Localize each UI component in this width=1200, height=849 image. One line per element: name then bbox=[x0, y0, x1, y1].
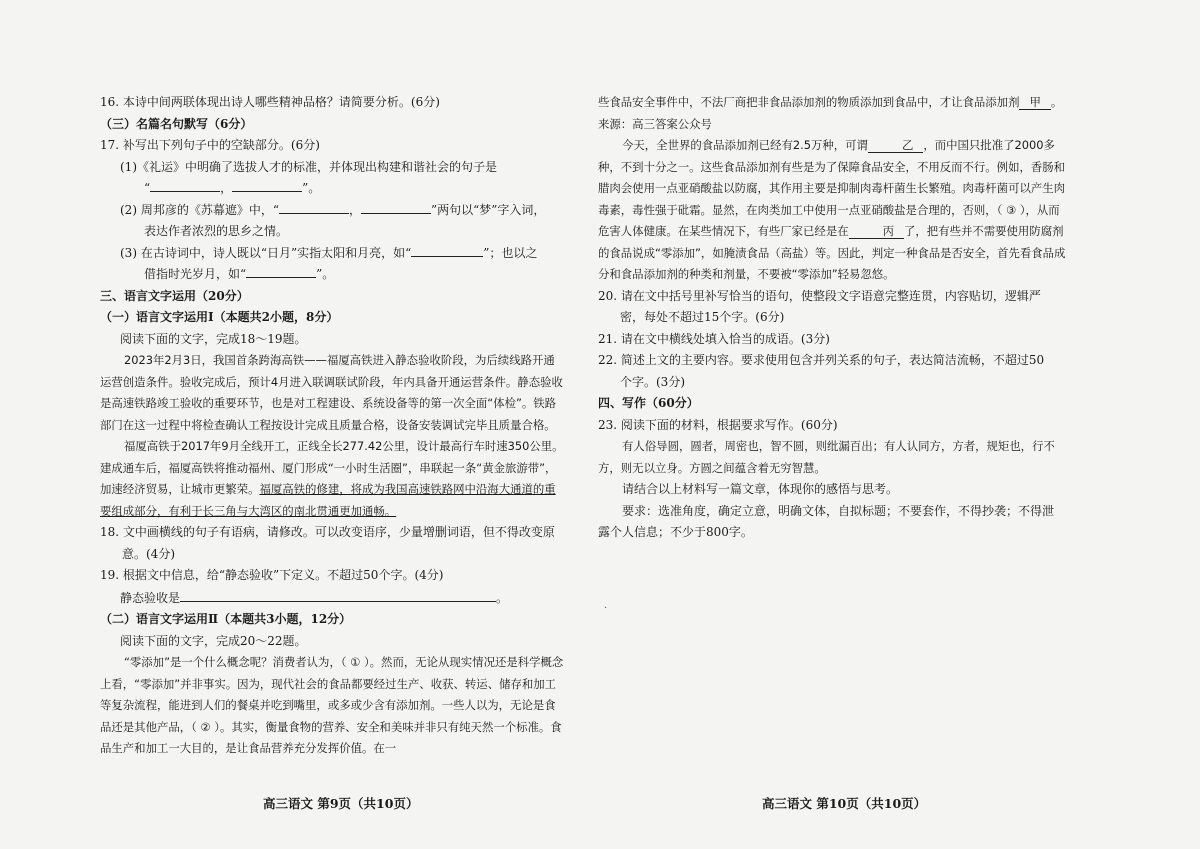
blank-bing: 丙 bbox=[849, 224, 904, 239]
question-18-line1: 18. 文中画横线的句子有语病，请修改。可以改变语序，少量增删词语，但不得改变原 bbox=[100, 525, 555, 539]
writing-material: 有人俗导圆，圆者，周密也，智不圆，则纰漏百出；有人认同方，方者，规矩也，行不方，则无以立身。方圆之间蕴含着无穷智慧。 bbox=[598, 439, 1055, 475]
question-23: 23. 阅读下面的材料，根据要求写作。(60分) bbox=[598, 417, 838, 432]
q17-item2-line2: 表达作者浓烈的思乡之情。 bbox=[144, 224, 289, 238]
passage-paragraph-3: “零添加”是一个什么概念呢？消费者认为，（ ① ）。然而，无论从现实情况还是科学概念上看，“零添加”并非事实。因为，现代社会的食品都要经过生产、收获、转运、储存和加工等复杂流程，能进到人们的餐桌并吃到嘴里，或多或少含有添加剂。一些人以为，无论是食品还是其他产品，（ ② ）。其实，衡量食物的营养、安全和美味并非只有纯天然一个标准。食品生产和加工一大目的，是让食品营养充分发挥价值。在一 bbox=[100, 655, 564, 755]
page-footer-left: 高三语文 第9页（共10页） bbox=[263, 796, 419, 811]
blank-jia: 甲 bbox=[1019, 95, 1050, 110]
writing-requirement-2: 要求：选准角度，确定立意，明确文体，自拟标题；不要套作，不得抄袭；不得泄 bbox=[622, 503, 1055, 518]
section-language-use-2: （二）语言文字运用Ⅱ（本题共3小题，12分） bbox=[100, 612, 352, 626]
passage-paragraph-4: 今天，全世界的食品添加剂已经有2.5万种，可谓 乙 ，而中国只批准了2000多种，不到十分之一。这些食品添加剂有些是为了保障食品安全，不用反而不行。例如，香肠和腊肉会使用一点亚硝酸盐以防腐，其作用主要是抑制肉毒杆菌生长繁殖。肉毒杆菌可以产生肉毒素，毒性强于砒霜。显然，在肉类加工中使用一点亚硝酸盐是合理的，否则，（ ③ ），从而危害人体健康。在某些情况下，有些厂家已经是在 丙 了，把有些并不需要使用防腐剂的食品说成“零添加”，如腌渍食品（高盐）等。因此，判定一种食品是否安全，首先看食品成分和食品添加剂的种类和剂量，不要被“零添加”轻易忽悠。 bbox=[598, 138, 1066, 281]
stray-mark: · bbox=[604, 603, 608, 614]
answer-blank[interactable] bbox=[150, 178, 220, 192]
question-19-answer-line: 静态验收是 。 bbox=[100, 587, 566, 610]
passage-continued: 些食品安全事件中，不法厂商把非食品添加剂的物质添加到食品中，才让食品添加剂 甲 。来源：高三答案公众号 bbox=[598, 95, 1063, 131]
question-21: 21. 请在文中横线处填入恰当的成语。(3分) bbox=[598, 331, 830, 346]
q17-item3-line1: (3) 在古诗词中，诗人既以“日月”实指太阳和月亮，如“ ”；也以之 bbox=[100, 243, 566, 265]
page-footer-right: 高三语文 第10页（共10页） bbox=[762, 796, 927, 811]
q17-item3-line2: 借指时光岁月，如“ ”。 bbox=[100, 264, 566, 286]
question-18-line2: 意。(4分) bbox=[122, 546, 175, 561]
section-language-use: 三、语言文字运用（20分） bbox=[100, 288, 249, 303]
question-16: 16. 本诗中间两联体现出诗人哪些精神品格？请简要分析。(6分) bbox=[100, 95, 440, 109]
q17-item1-line1: (1)《礼运》中明确了选拔人才的标准，并体现出构建和谐社会的句子是 bbox=[120, 159, 498, 174]
q17-item1-line2: “ ， ”。 bbox=[100, 178, 566, 200]
question-19: 19. 根据文中信息，给“静态验收”下定义。不超过50个字。(4分) bbox=[100, 568, 444, 582]
reading-instruction-2: 阅读下面的文字，完成20～22题。 bbox=[120, 633, 307, 648]
question-17: 17. 补写出下列句子中的空缺部分。(6分) bbox=[100, 138, 320, 152]
right-page bbox=[598, 92, 1066, 544]
answer-blank[interactable] bbox=[246, 264, 316, 278]
reading-instruction-1: 阅读下面的文字，完成18～19题。 bbox=[120, 331, 307, 346]
section-famous-quotes: （三）名篇名句默写（6分） bbox=[100, 116, 253, 131]
writing-requirement-3: 露个人信息；不少于800字。 bbox=[598, 525, 753, 539]
answer-blank[interactable] bbox=[232, 178, 302, 192]
left-page bbox=[100, 92, 566, 760]
underlined-sentence: 福厦高铁的修建，将成为我国高速铁路网中沿海大通道的重要组成部分，有利于长三角与大湾区的南北贯通更加通畅。 bbox=[100, 482, 556, 518]
passage-paragraph-2: 福厦高铁于2017年9月全线开工，正线全长277.42公里，设计最高行车时速350公里。建成通车后，福厦高铁将推动福州、厦门形成“一小时生活圈”，串联起一条“黄金旅游带”，加速经济贸易，让城市更繁荣。福厦高铁的修建，将成为我国高速铁路网中沿海大通道的重要组成部分，有利于长三角与大湾区的南北贯通更加通畅。 bbox=[100, 439, 564, 518]
answer-blank[interactable] bbox=[279, 200, 349, 214]
q17-item2-line1: (2) 周邦彦的《苏幕遮》中，“ ， ”两句以“梦”字入词， bbox=[100, 200, 566, 222]
answer-blank[interactable] bbox=[411, 243, 483, 257]
section-language-use-1: （一）语言文字运用Ⅰ（本题共2小题，8分） bbox=[100, 310, 339, 324]
writing-requirement-1: 请结合以上材料写一篇文章，体现你的感悟与思考。 bbox=[622, 482, 899, 496]
question-22: 22. 简述上文的主要内容。要求使用包含并列关系的句子，表达简洁流畅，不超过50 个字。(3分) bbox=[598, 353, 1045, 389]
passage-paragraph-1: 2023年2月3日，我国首条跨海高铁——福厦高铁进入静态验收阶段，为后续线路开通运营创造条件。验收完成后，预计4月进入联调联试阶段，年内具备开通运营条件。静态验收是高速铁路竣工验收的重要环节，也是对工程建设、系统设备等的第一次全面“体检”。铁路部门在这一过程中将检查确认工程按设计完成且质量合格，设备安装调试完毕且质量合格。 bbox=[100, 353, 563, 432]
answer-line[interactable] bbox=[180, 587, 496, 602]
blank-yi: 乙 bbox=[868, 138, 923, 153]
section-writing: 四、写作（60分） bbox=[598, 396, 699, 410]
question-20: 20. 请在文中括号里补写恰当的语句，使整段文字语意完整连贯，内容贴切，逻辑严 密，每处不超过15个字。(6分) bbox=[598, 288, 1041, 324]
answer-blank[interactable] bbox=[361, 200, 431, 214]
